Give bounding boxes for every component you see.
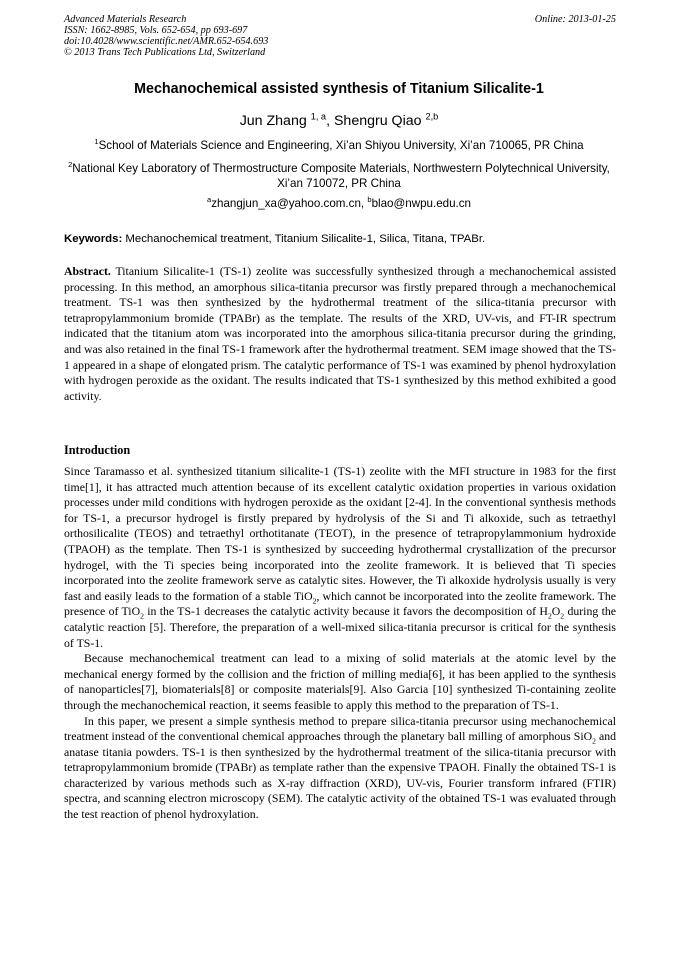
intro-text: in the TS-1 decreases the catalytic activity because it favors the decomposition of H [143,604,548,619]
affiliation-marker: 2 [68,160,73,170]
affiliation-text: National Key Laboratory of Thermostructure Composite Materials, Northwestern Polytechnical University, Xi’an 710072, PR China [72,162,610,190]
intro-text: , which cannot be incorporated into the zeolite framework. The presence of TiO [64,588,616,619]
abstract-section [64,264,616,404]
introduction-section [64,464,616,823]
keywords-text: Mechanochemical treatment, Titanium Silicalite-1, Silica, Titana, TPABr. [122,233,486,245]
intro-paragraph-3 [64,714,616,823]
abstract-paragraph [64,264,616,404]
email-marker: b [367,195,372,205]
intro-paragraph-1 [64,464,616,651]
author-emails [60,196,618,211]
author-name: Shengru Qiao [333,113,422,129]
intro-paragraph-2: Because mechanochemical treatment can lead to a mixing of solid materials at the atomic level by the mechanical energy formed by the collision and the friction of milling media[6], it has been applied to the synthesis of nanoparticles[7], biomaterials[8] or composite materials[9]. Also Garcia [10] synthesized Ti-containing zeolite through the mechanochemical reaction, it seems feasible to apply this method to the preparation of TS-1. [64,651,616,712]
intro-text: Since Taramasso et al. synthesized titanium silicalite-1 (TS-1) zeolite with the MFI structure in 1983 for the first time[1], it has attracted much attention because of its excellent catalytic oxidation properties in various oxidation processes under mild conditions with hydrogen peroxide as the oxidant [2-4]. In the conventional synthesis methods for TS-1, a precursor hydrogel is firstly prepared by hydrolysis of the Si and Ti alkoxide, such as tetraethyl orthosilicalite (TEOS) and tetraethyl orthotitanate (TEOT), in the presence of tetrapropylammonium hydroxide (TPAOH) as the template. Then TS-1 is synthesized by succeeding hydrothermal crystallization of the precursor hydrogel, with the Ti species being incorporated into the zeolite framework. It is believed that Ti species incorporated into the zeolite framework serve as catalytic sites. However, the Ti alkoxide hydrolysis usually is very fast and easily leads to the formation of a stable TiO [64,464,616,603]
intro-text: and anatase titania powders. TS-1 is then synthesized by the hydrothermal treatment of the silica-titania precursor with tetrapropylammonium bromide (TPABr) as template rather than the expensive TPAOH. Finally the obtained TS-1 is characterized by various methods such as X-ray diffraction (XRD), UV-vis, Fourier transform infrared (FTIR) spectra, and scanning electron microscopy (SEM). The catalytic activity of the obtained TS-1 was evaluated through the test reaction of phenol hydroxylation. [64,729,617,822]
abstract-text: Titanium Silicalite-1 (TS-1) zeolite was successfully synthesized through a mechanochemical assisted processing. In this method, an amorphous silica-titania precursor was firstly prepared through a mechanochemical treatment. TS-1 was then synthesized by the hydrothermal treatment of the silica-titania precursor with tetrapropylammonium bromide (TPABr) as the template. The results of the XRD, UV-vis, and FT-IR spectrum indicated that the titanium atom was incorporated into the amorphous silica-titania precursor during the grinding, and was also retained in the final TS-1 framework after the hydrothermal treatment. SEM image showed that the TS-1 appeared in a shape of elongated prism. The catalytic performance of TS-1 was examined by phenol hydroxylation with hydrogen peroxide as the oxidant. The results indicated that TS-1 synthesized by this method exhibited a good activity. [64,264,616,403]
section-heading-introduction: Introduction [64,443,131,457]
email-b: blao@nwpu.edu.cn [371,197,471,210]
paper-title: Mechanochemical assisted synthesis of Titanium Silicalite-1 [134,81,544,97]
journal-header [64,14,616,58]
issn-line: ISSN: 1662-8985, Vols. 652-654, pp 693-697 [64,25,248,36]
subscript: 2 [312,596,317,606]
author-line [0,113,678,129]
email-marker: a [207,195,212,205]
author-superscript: 2,b [425,111,439,122]
subscript: 2 [140,611,144,621]
affiliation-text: School of Materials Science and Engineering, Xi’an Shiyou University, Xi’an 710065, PR China [98,139,584,152]
subscript: 2 [547,611,552,621]
intro-text: O [551,604,561,619]
author-superscript: 1, a [310,111,327,122]
affiliation-2 [60,161,618,191]
copyright-line: © 2013 Trans Tech Publications Ltd, Switzerland [64,47,266,58]
keywords-label: Keywords: [64,233,123,245]
subscript: 2 [560,611,565,621]
abstract-label: Abstract. [64,264,111,278]
author-name: Jun Zhang [239,113,307,129]
email-a: zhangjun_xa@yahoo.com.cn, [211,197,368,210]
online-date: Online: 2013-01-25 [534,14,616,25]
affiliation-marker: 1 [94,137,99,147]
subscript: 2 [592,736,596,746]
journal-name: Advanced Materials Research [64,14,187,25]
affiliation-1 [60,138,618,153]
author-separator: , [326,113,334,129]
keywords-line [64,233,616,245]
intro-text: In this paper, we present a simple synthesis method to prepare silica-titania precursor using mechanochemical treatment instead of the conventional chemical approaches through the planetary ball milling of amorphous SiO [64,713,616,744]
intro-text: during the catalytic reaction [5]. Therefore, the preparation of a well-mixed silica-titania precursor is critical for the synthesis of TS-1. [64,604,616,650]
doi-line: doi:10.4028/www.scientific.net/AMR.652-654.693 [64,36,269,47]
